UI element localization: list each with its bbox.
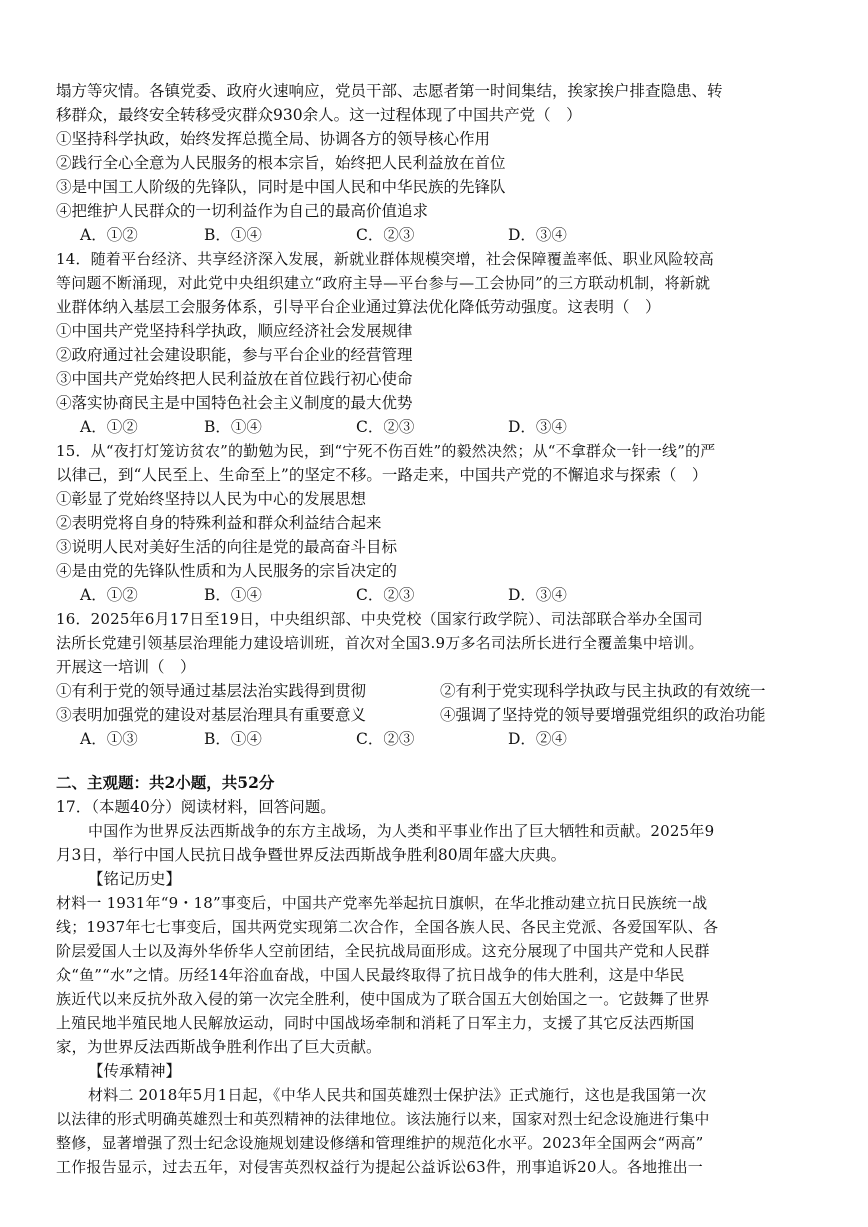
q13-statement: ③是中国工人阶级的先锋队，同时是中国人民和中华民族的先锋队 [56,178,506,196]
q15-option-b[interactable]: B．①④ [204,586,262,604]
material2-line: 整修，显著增强了烈士纪念设施规划建设修缮和管理维护的规范化水平。2023年全国两会“两高” [56,1134,704,1152]
q13-option-a[interactable]: A．①② [80,226,138,244]
q16-stem-line: 法所长党建引领基层治理能力建设培训班，首次对全国3.9万多名司法所长进行全覆盖集中培训。 [56,634,704,652]
material1-line: 众“鱼”“水”之情。历经14年浴血奋战，中国人民最终取得了抗日战争的伟大胜利，这是中华民 [56,966,685,984]
material1-line: 材料一 1931年“9・18”事变后，中国共产党率先举起抗日旗帜，在华北推动建立抗日民族统一战 [56,894,708,912]
q15-statement: ③说明人民对美好生活的向往是党的最高奋斗目标 [56,538,398,556]
q16-statement: ④强调了坚持党的领导要增强党组织的政治功能 [440,706,766,724]
q17-intro: 17．（本题40分）阅读材料，回答问题。 [56,798,336,816]
q14-statement: ④落实协商民主是中国特色社会主义制度的最大优势 [56,394,413,412]
material1-line: 家，为世界反法西斯战争胜利作出了巨大贡献。 [56,1038,382,1056]
material2-line: 工作报告显示，过去五年，对侵害英烈权益行为提起公益诉讼63件，刑事追诉20人。各地推出一 [56,1158,703,1176]
q14-option-c[interactable]: C．②③ [356,418,415,436]
q15-option-d[interactable]: D．③④ [508,586,567,604]
q13-statement: ②践行全心全意为人民服务的根本宗旨，始终把人民利益放在首位 [56,154,506,172]
q13-option-d[interactable]: D．③④ [508,226,567,244]
q16-stem-line: 16．2025年6月17日至19日，中央组织部、中央党校（国家行政学院）、司法部联合举办全国司 [56,610,703,628]
q13-stem-line: 塌方等灾情。各镇党委、政府火速响应，党员干部、志愿者第一时间集结，挨家挨户排查隐患、转 [56,82,723,100]
q13-option-c[interactable]: C．②③ [356,226,415,244]
q16-statement: ②有利于党实现科学执政与民主执政的有效统一 [440,682,766,700]
q16-option-d[interactable]: D．②④ [508,730,567,748]
q15-stem-line: 15．从“夜打灯笼访贫农”的勤勉为民，到“宁死不伤百姓”的毅然决然；从“不拿群众一针一线”的严 [56,442,716,460]
q15-option-a[interactable]: A．①② [80,586,138,604]
q14-stem-line: 14．随着平台经济、共享经济深入发展，新就业群体规模突增，社会保障覆盖率低、职业风险较高 [56,250,714,268]
material1-line: 上殖民地半殖民地人民解放运动，同时中国战场牵制和消耗了日军主力，支援了其它反法西斯国 [56,1014,695,1032]
q16-statement: ①有利于党的领导通过基层法治实践得到贯彻 [56,682,367,700]
tag-remember-history: 【铭记历史】 [88,870,182,888]
q16-option-c[interactable]: C．②③ [356,730,415,748]
q13-statement: ①坚持科学执政，始终发挥总揽全局、协调各方的领导核心作用 [56,130,491,148]
q14-stem-line: 等问题不断涌现，对此党中央组织建立“政府主导—平台参与—工会协同”的三方联动机制，将新就 [56,274,711,292]
q14-option-a[interactable]: A．①② [80,418,138,436]
material2-line: 以法律的形式明确英雄烈士和英烈精神的法律地位。该法施行以来，国家对烈士纪念设施进行集中 [56,1110,710,1128]
q13-stem-line: 移群众，最终安全转移受灾群众930余人。这一过程体现了中国共产党（ ） [56,106,582,124]
q15-stem-line: 以律己，到“人民至上、生命至上”的坚定不移。一路走来，中国共产党的不懈追求与探索（ ） [56,466,708,484]
q15-option-c[interactable]: C．②③ [356,586,415,604]
q14-option-b[interactable]: B．①④ [204,418,262,436]
q13-option-b[interactable]: B．①④ [204,226,262,244]
q15-statement: ②表明党将自身的特殊利益和群众利益结合起来 [56,514,382,532]
tag-inherit-spirit: 【传承精神】 [88,1062,182,1080]
q14-stem-line: 业群体纳入基层工会服务体系，引导平台企业通过算法优化降低劳动强度。这表明（ ） [56,298,661,316]
section-heading: 二、主观题：共2小题，共52分 [56,773,275,792]
q15-statement: ①彰显了党始终坚持以人民为中心的发展思想 [56,490,367,508]
q16-statement: ③表明加强党的建设对基层治理具有重要意义 [56,706,367,724]
material2-line: 材料二 2018年5月1日起，《中华人民共和国英雄烈士保护法》正式施行，这也是我国第一次 [88,1086,707,1104]
q16-option-a[interactable]: A．①③ [80,730,138,748]
q15-statement: ④是由党的先锋队性质和为人民服务的宗旨决定的 [56,562,398,580]
intro-paragraph-line: 中国作为世界反法西斯战争的东方主战场，为人类和平事业作出了巨大牺牲和贡献。2025年9 [88,822,715,840]
intro-paragraph-line: 月3日，举行中国人民抗日战争暨世界反法西斯战争胜利80周年盛大庆典。 [56,846,567,864]
q16-stem-line: 开展这一培训（ ） [56,658,196,676]
q14-option-d[interactable]: D．③④ [508,418,567,436]
material1-line: 阶层爱国人士以及海外华侨华人空前团结，全民抗战局面形成。这充分展现了中国共产党和人民群 [56,942,710,960]
q14-statement: ①中国共产党坚持科学执政，顺应经济社会发展规律 [56,322,413,340]
q13-statement: ④把维护人民群众的一切利益作为自己的最高价值追求 [56,202,429,220]
material1-line: 线；1937年七七事变后，国共两党实现第二次合作，全国各族人民、各民主党派、各爱国军队、各 [56,918,719,936]
q14-statement: ②政府通过社会建设职能，参与平台企业的经营管理 [56,346,413,364]
material1-line: 族近代以来反抗外敌入侵的第一次完全胜利，使中国成为了联合国五大创始国之一。它鼓舞了世界 [56,990,710,1008]
q14-statement: ③中国共产党始终把人民利益放在首位践行初心使命 [56,370,413,388]
q16-option-b[interactable]: B．①④ [204,730,262,748]
